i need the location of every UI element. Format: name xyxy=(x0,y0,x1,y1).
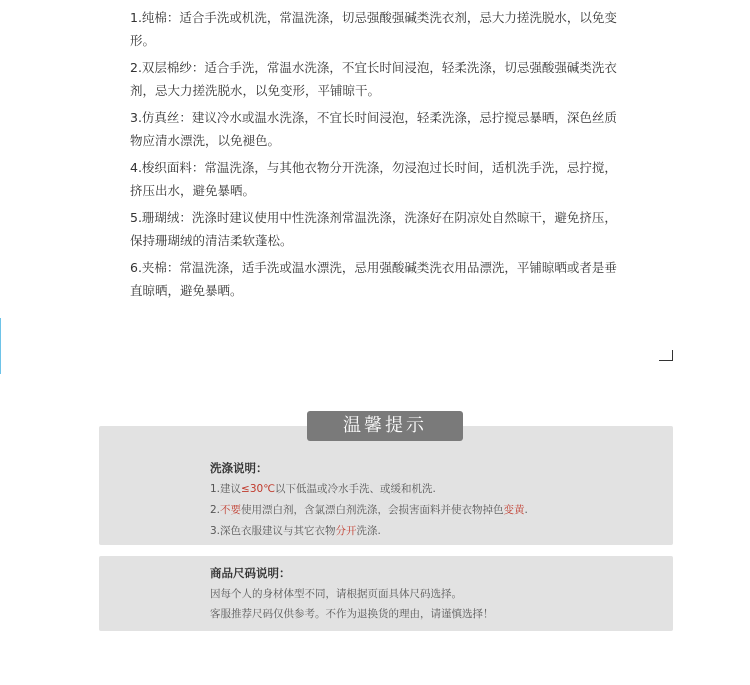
notice-header-badge xyxy=(307,411,463,441)
wash-line2-text-b: 使用漂白剂，含氯漂白剂洗涤，会损害面料并使衣物掉色 xyxy=(241,504,504,516)
care-item-cotton: 1.纯棉：适合手洗或机洗，常温洗涤，切忌强酸强碱类洗衣剂，忌大力搓洗脱水，以免变形。 xyxy=(130,10,617,48)
wash-instructions-panel xyxy=(99,426,673,545)
wash-line2-do-not-highlight: 不要 xyxy=(220,504,242,516)
care-item-faux-silk: 3.仿真丝：建议冷水或温水洗涤，不宜长时间浸泡，轻柔洗涤，忌拧搅忌暴晒，深色丝质物应清水漂洗，以免褪色。 xyxy=(130,110,617,148)
size-instructions-body xyxy=(210,566,494,627)
wash-line2-yellowing-highlight: 变黄 xyxy=(503,504,525,516)
care-instructions-list xyxy=(130,6,620,306)
wash-line-separate xyxy=(210,524,528,538)
size-instructions-title: 商品尺码说明： xyxy=(210,566,291,580)
notice-title: 温馨提示 xyxy=(343,415,427,436)
wash-instructions-body xyxy=(210,461,528,545)
care-item-woven: 4.梭织面料：常温洗涤，与其他衣物分开洗涤，勿浸泡过长时间，适机洗手洗，忌拧搅，挤压出水，避免暴晒。 xyxy=(130,160,617,198)
wash-instructions-title: 洗涤说明： xyxy=(210,461,268,475)
wash-line1-text-b: 以下低温或冷水手洗、或缓和机洗. xyxy=(274,483,436,495)
wash-line-bleach xyxy=(210,503,528,517)
wash-line2-text-a: 2. xyxy=(210,504,221,516)
size-line-reference-only: 客服推荐尺码仅供参考。不作为退换货的理由，请谨慎选择！ xyxy=(210,608,494,620)
wash-line3-text-b: 洗涤. xyxy=(356,525,381,537)
wash-line1-temperature-highlight: ≤30℃ xyxy=(241,483,275,495)
size-instructions-panel xyxy=(99,556,673,631)
size-line-body-type: 因每个人的身材体型不同，请根据页面具体尺码选择。 xyxy=(210,588,462,600)
left-edge-divider xyxy=(0,318,1,374)
wash-line3-separate-highlight: 分开 xyxy=(335,525,357,537)
care-item-double-gauze: 2.双层棉纱：适合手洗，常温水洗涤，不宜长时间浸泡，轻柔洗涤，切忌强酸强碱类洗衣剂，忌大力搓洗脱水，以免变形，平铺晾干。 xyxy=(130,60,617,98)
wash-line1-text-a: 1.建议 xyxy=(210,483,242,495)
wash-line2-text-c: . xyxy=(524,504,528,516)
wash-line-temperature xyxy=(210,482,528,496)
corner-mark xyxy=(659,350,673,361)
wash-line3-text-a: 3.深色衣服建议与其它衣物 xyxy=(210,525,336,537)
care-item-quilted: 6.夹棉：常温洗涤，适手洗或温水漂洗，忌用强酸碱类洗衣用品漂洗，平铺晾晒或者是垂直晾晒，避免暴晒。 xyxy=(130,260,617,298)
care-item-coral-fleece: 5.珊瑚绒：洗涤时建议使用中性洗涤剂常温洗涤，洗涤好在阴凉处自然晾干，避免挤压，保持珊瑚绒的清洁柔软蓬松。 xyxy=(130,210,617,248)
